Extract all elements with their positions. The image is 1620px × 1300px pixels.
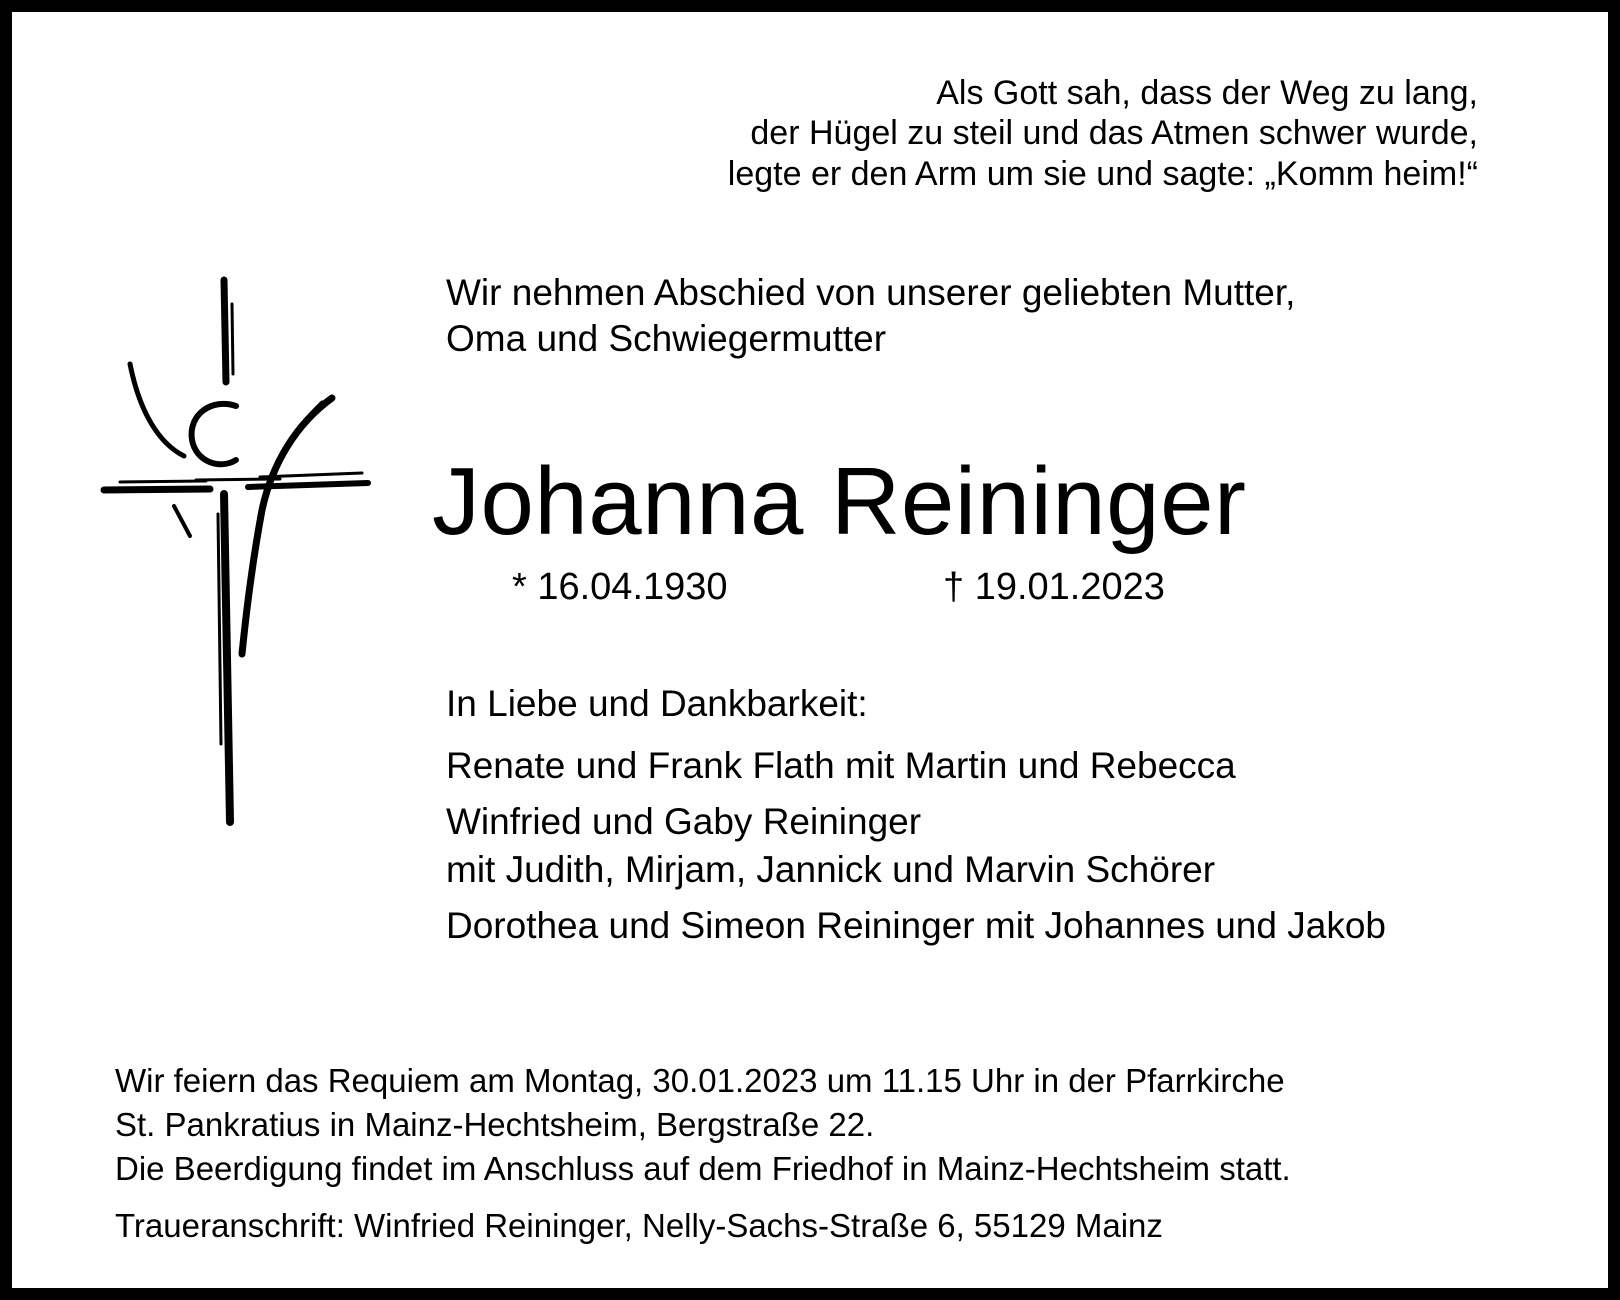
service-line-2: St. Pankratius in Mainz-Hechtsheim, Bergstraße 22. — [115, 1106, 875, 1143]
intro-line-1: Wir nehmen Abschied von unserer geliebten Mutter, — [446, 272, 1296, 313]
family-member-4: Dorothea und Simeon Reininger mit Johannes und Jakob — [446, 905, 1386, 946]
mourning-address: Traueranschrift: Winfried Reininger, Nelly-Sachs-Straße 6, 55129 Mainz — [115, 1207, 1163, 1244]
verse-line-3: legte er den Arm um sie und sagte: „Komm heim!“ — [727, 155, 1478, 193]
death-date: † 19.01.2023 — [943, 566, 1165, 608]
verse-line-1: Als Gott sah, dass der Weg zu lang, — [936, 74, 1478, 112]
service-line-1: Wir feiern das Requiem am Montag, 30.01.2023 um 11.15 Uhr in der Pfarrkirche — [115, 1062, 1285, 1099]
verse-line-2: der Hügel zu steil und das Atmen schwer wurde, — [750, 114, 1478, 152]
intro-line-2: Oma und Schwiegermutter — [446, 318, 887, 359]
service-line-3: Die Beerdigung findet im Anschluss auf dem Friedhof in Mainz-Hechtsheim statt. — [115, 1150, 1291, 1187]
crucifix-icon — [100, 274, 380, 834]
family-heading: In Liebe und Dankbarkeit: — [446, 683, 868, 724]
birth-date: * 16.04.1930 — [512, 566, 728, 608]
family-member-1: Renate und Frank Flath mit Martin und Rebecca — [446, 745, 1236, 786]
family-member-3: mit Judith, Mirjam, Jannick und Marvin Schörer — [446, 849, 1216, 890]
family-member-2: Winfried und Gaby Reininger — [446, 801, 922, 842]
deceased-name: Johanna Reininger — [432, 448, 1247, 555]
